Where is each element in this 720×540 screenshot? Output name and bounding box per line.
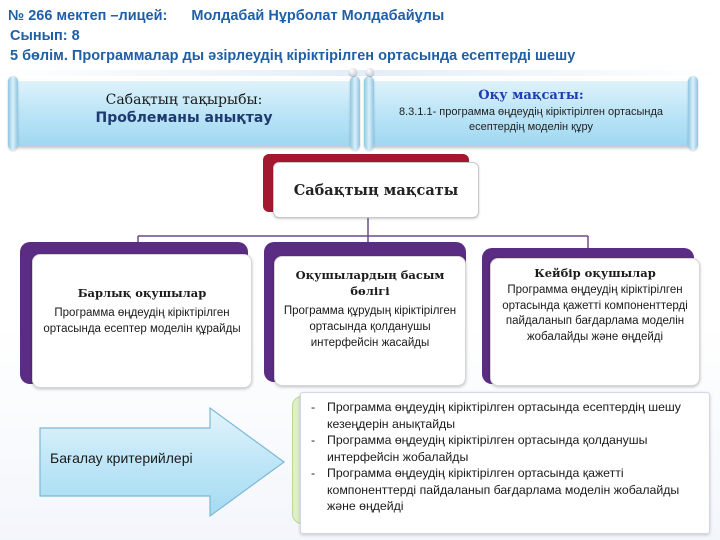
topic-value: Проблеманы анықтау [95,110,273,126]
criteria-item [307,399,699,432]
criteria-item [307,465,699,515]
criteria-item [307,432,699,465]
criteria-text: Программа өңдеудің кіріктірілген ортасында қолданушы интерфейсін жобалайды [327,433,648,464]
criteria-text: Программа өңдеудің кіріктірілген ортасында есептердің шешу кезеңдерін анықтайды [327,400,681,431]
bullet-dash: - [311,466,316,480]
teacher-name: Молдабай Нұрболат Молдабайұлы [191,8,445,24]
bullet-dash: - [311,433,316,447]
grade-label: Сынып: 8 [10,28,80,44]
goal-card-panel [32,254,252,388]
topic-label: Сабақтың тақырыбы: [105,92,263,108]
goal-heading: Барлық оқушылар [77,286,207,300]
goal-card-panel [274,256,466,386]
school-label: № 266 мектеп –лицей: [8,8,168,24]
goal-body: Программа өңдеудің кіріктірілген ортасында қажетті компоненттерді пайдаланып бағдарлама моделін жобалайды және өңдейді [502,284,688,343]
goal-heading: Кейбір оқушылар [534,266,656,280]
goal-card-panel [490,258,700,386]
bullet-dash: - [311,400,316,414]
learning-goal-value: 8.3.1.1- программа өңдеудің кіріктірілген ортасында есептердің моделін құру [398,106,664,133]
learning-goal-label: Оқу мақсаты: [478,88,584,103]
goal-body: Программа құрудың кіріктірілген ортасында қолданушы интерфейсін жасайды [283,305,457,349]
criteria-list [300,392,710,534]
criteria-text: Программа өңдеудің кіріктірілген ортасында қажетті компоненттерді пайдаланып бағдарлама моделін жобалайды және өңдейді [327,466,680,513]
section-title: 5 бөлім. Программалар ды әзірлеудің кіріктірілген ортасында есептерді шешу [10,48,576,64]
assessment-label: Бағалау критерийлері [50,450,193,466]
goal-heading: Оқушылардың басым бөлігі [295,268,445,298]
goal-body: Программа өңдеудің кіріктірілген ортасында есептер моделін құрайды [43,307,241,335]
lesson-goal-title: Сабақтың мақсаты [273,162,479,218]
